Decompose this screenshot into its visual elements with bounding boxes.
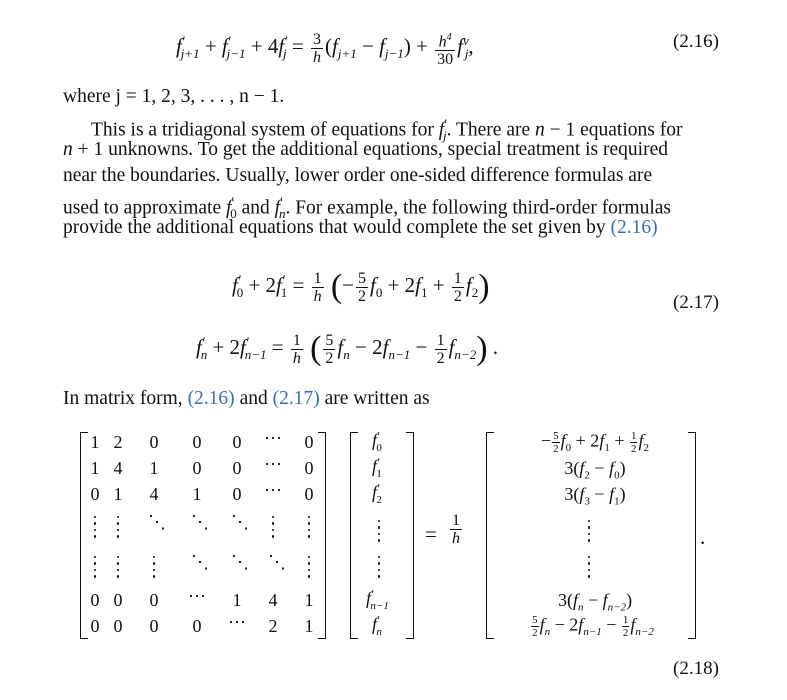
rhs-vdots (588, 520, 592, 546)
paragraph-text: and (236, 197, 275, 219)
matrix-vdots (94, 556, 98, 582)
matrix-cell: 0 (149, 590, 159, 610)
matrix-cell: 0 (149, 616, 159, 636)
matrix-cell: 0 (192, 432, 202, 452)
equation-number-2-17: (2.17) (673, 292, 719, 313)
vector-vdots (378, 520, 382, 546)
matrix-ddots: ⋱ (231, 552, 249, 572)
matrix-cell: 0 (304, 484, 314, 504)
where-clause: where j = 1, 2, 3, . . . , n − 1. (63, 86, 285, 107)
matrix-ddots: ⋱ (148, 512, 166, 532)
equation-ref-2-16[interactable]: (2.16) (187, 388, 235, 409)
matrix-cell: ⋯ (264, 454, 282, 474)
matrix-cell: 1 (304, 590, 314, 610)
equation-2-17-first: $f'_0 + 2f'_1$ = $\frac{1}{h}$ (− $\frac{5}{2}$ $f_0 + 2f_1$ + $\frac{1}{2}$ $f_2$) (232, 268, 490, 306)
vector-cell: $f'_0$ (372, 430, 382, 454)
matrix-ddots: ⋱ (268, 552, 286, 572)
paragraph-text: equations for (575, 119, 683, 141)
matrix-cell: 1 (304, 616, 314, 636)
matrix-cell: 0 (192, 458, 202, 478)
matrix-cell: 2 (268, 616, 278, 636)
matrix-cell: 1 (113, 484, 123, 504)
trailing-period: . (700, 525, 706, 549)
equation-ref-2-17[interactable]: (2.17) (272, 388, 320, 409)
paragraph-line-2: n + 1 unknowns. To get the additional equations, special treatment is required (63, 139, 668, 160)
paragraph-line-3: near the boundaries. Usually, lower order one-sided difference formulas are (63, 165, 653, 186)
paragraph-text: . For example, the following third-order formulas (285, 197, 672, 219)
one-over-h: $\frac{1}{h}$ (452, 512, 460, 547)
vector-cell: $f'_n$ (372, 614, 382, 638)
matrix-cell: 0 (90, 484, 100, 504)
matrix-vdots (272, 516, 276, 542)
paragraph-text: used to approximate (63, 197, 226, 219)
vector-cell: $f'_1$ (372, 456, 382, 480)
matrix-cell: 0 (304, 458, 314, 478)
paragraph-text: are written as (319, 388, 430, 409)
vector-bracket-left (350, 432, 358, 639)
matrix-vdots (308, 516, 312, 542)
matrix-cell: 0 (113, 616, 123, 636)
matrix-cell: 1 (149, 458, 159, 478)
matrix-vdots (117, 516, 121, 542)
matrix-cell: 1 (90, 458, 100, 478)
rhs-bracket-left (486, 432, 494, 639)
rhs-cell: − $\frac{5}{2}$ $f_0 + 2f_1$ + $\frac{1}{2}$ $f_2$ (540, 430, 649, 455)
matrix-intro (63, 386, 430, 413)
matrix-cell: 1 (232, 590, 242, 610)
paragraph-text: . There are (446, 119, 535, 141)
rhs-cell: $3(f_3 - f_1)$ (564, 484, 626, 508)
paragraph-text: In matrix form, (63, 388, 188, 409)
matrix-cell: ⋯ (188, 586, 206, 606)
paragraph-line-5 (63, 215, 658, 242)
vector-cell: $f'_2$ (372, 482, 382, 506)
matrix-vdots (308, 556, 312, 582)
matrix-cell: ⋯ (264, 480, 282, 500)
matrix-cell: 0 (232, 484, 242, 504)
matrix-cell: 0 (113, 590, 123, 610)
paragraph-text: unknowns. To get the additional equations, special treatment is required (103, 139, 668, 160)
equation-ref-2-16[interactable]: (2.16) (610, 217, 658, 238)
matrix-ddots: ⋱ (191, 512, 209, 532)
matrix-vdots (94, 516, 98, 542)
matrix-cell: 0 (90, 616, 100, 636)
equation-2-17-second: $f'_n + 2f'_{n-1}$ = $\frac{1}{h}$ ( $\frac{5}{2}$ $f_n - 2f_{n-1}$ − $\frac{1}{2}$ $f_{n-2}$) . (196, 330, 499, 368)
paragraph-text: and (234, 388, 273, 409)
matrix-cell: ⋯ (228, 612, 246, 632)
rhs-cell: $3(f_2 - f_0)$ (564, 458, 626, 482)
matrix-cell: 4 (268, 590, 278, 610)
rhs-cell: $3(f_n - f_{n-2})$ (557, 590, 633, 614)
matrix-cell: 4 (149, 484, 159, 504)
matrix-cell: 0 (232, 432, 242, 452)
vector-vdots (378, 556, 382, 582)
matrix-cell: 0 (304, 432, 314, 452)
matrix-cell: ⋯ (264, 428, 282, 448)
rhs-vdots (588, 556, 592, 582)
paragraph-line-1: This is a tridiagonal system of equations for $f'_j$. There are n − 1 equations for (91, 116, 683, 144)
matrix-cell: 1 (192, 484, 202, 504)
matrix-cell: 1 (90, 432, 100, 452)
matrix-cell: 2 (113, 432, 123, 452)
paragraph-text: This is a tridiagonal system of equations for (91, 119, 439, 141)
paragraph-line-4: used to approximate $f'_0$ and $f'_n$. For example, the following third-order formulas (63, 194, 672, 222)
matrix-vdots (117, 556, 121, 582)
matrix-cell: 0 (232, 458, 242, 478)
matrix-cell: 0 (192, 616, 202, 636)
matrix-ddots: ⋱ (191, 552, 209, 572)
matrix-cell: 0 (90, 590, 100, 610)
matrix-cell: 0 (149, 432, 159, 452)
rhs-cell: $\frac{5}{2}$ $f_n - 2f_{n-1}$ − $\frac{1}{2}$ $f_{n-2}$ (532, 614, 654, 639)
matrix-ddots: ⋱ (231, 512, 249, 532)
equals-sign: = (425, 522, 437, 546)
matrix-vdots (153, 556, 157, 582)
vector-cell: $f'_{n-1}$ (366, 588, 389, 612)
equation-2-16: $f'_{j+1} + f'_{j-1} + 4f'_j$ = $\frac{3}{h}$ $(f_{j+1} - f_{j-1})$ + $\frac{h^4}{30}$ $f^v_j$, (176, 14, 474, 68)
matrix-cell: 4 (113, 458, 123, 478)
equation-number-2-16: (2.16) (673, 31, 719, 52)
paragraph-text: provide the additional equations that would complete the set given by (63, 217, 611, 238)
equation-number-2-18: (2.18) (673, 658, 719, 679)
vector-bracket-right (406, 432, 414, 639)
